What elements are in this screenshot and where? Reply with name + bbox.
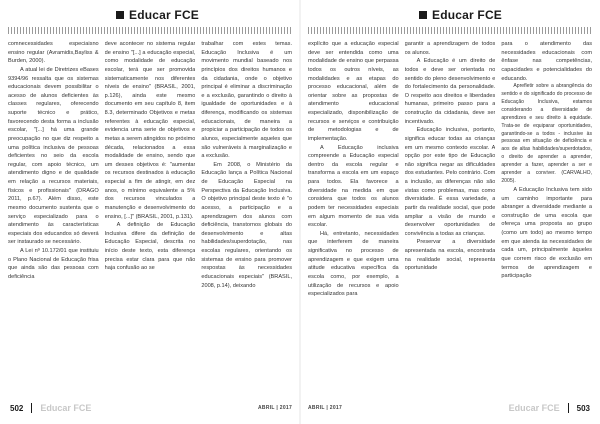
footer-divider bbox=[31, 403, 32, 413]
paragraph: A Educação é um direito de todos e deve ser orientada no sentido do pleno desenvolvimento e do fortalecimento da personalidade. O respeito aos direitos e liberdades humanas, primeiro passo para a construção da cidadania, deve ser incentivado. bbox=[404, 58, 496, 125]
footer-brand: Educar FCE bbox=[508, 403, 560, 413]
square-icon bbox=[419, 11, 427, 19]
page-header bbox=[116, 7, 199, 23]
column-3 bbox=[501, 40, 592, 388]
text-columns bbox=[308, 40, 592, 388]
issue-date: ABRIL | 2017 bbox=[258, 405, 293, 411]
page-number: 503 bbox=[576, 403, 590, 413]
column-2 bbox=[405, 40, 496, 388]
paragraph: comnecessidades especiaisno ensino regular (Avramidis,Bayliss & Burden, 2000). bbox=[8, 41, 99, 65]
text-columns bbox=[8, 40, 292, 388]
hatch-divider bbox=[308, 27, 592, 34]
column-2 bbox=[105, 40, 196, 388]
column-3 bbox=[201, 40, 292, 388]
magazine-title: Educar FCE bbox=[432, 8, 503, 22]
right-page bbox=[300, 0, 600, 424]
paragraph: Em 2008, o Ministério da Educação lança a Política Nacional de Educação Especial na Perspectiva da Educação Inclusiva. O objetivo principal deste texto é "o acesso, a participação e a aprendizagem dos alunos com deficiência, transtornos globais do desenvolvimento e altas habilidades/superdotação, nas escolas regulares, orientando os sistemas de ensino para promover respostas às necessidades educacionais especiais" (BRASIL, 2008, p.14), deixando bbox=[201, 161, 293, 289]
hatch-divider bbox=[8, 27, 292, 34]
paragraph: A Educação inclusiva compreende a Educação especial dentro da escola regular e transforma a escola em um espaço para todos. Ela favorece a diversidade na medida em que considera que todos os alunos podem ter necessidades especiais em algum momento de sua vida escolar. bbox=[308, 144, 399, 229]
footer-divider bbox=[568, 403, 569, 413]
paragraph: para o atendimento das necessidades educacionais com ênfase nas competências, capacidades e potencialidades do educando. bbox=[501, 41, 593, 82]
paragraph: deve acontecer no sistema regular de ensino "[...] a educação especial, como modalidade de educação escolar, terá que ser promovida sistematicamente nos diferentes níveis de ensino" (BRASIL, 2001, p.126), ainda este mesmo documento em seu capítulo 8, item 8.3, determinado Objetivos e metas referentes à educação especial, evidencia uma serie de objetivos e metas a serem atingidos no próximo década, relacionados a essa modalidade de ensino, sendo que um desses objetivos é: "aumentar os recursos destinados à educação especial a fim de atingir, em dez anos, o mínimo equivalente a 5% dos recursos vinculados a manutenção e desenvolvimento do ensino, [...]" (BRASIL, 2001, p.131). bbox=[104, 41, 196, 220]
paragraph: explícito que a educação especial deve ser entendida como uma modalidade de ensino que perpassa todos os outros níveis, as modalidades e as etapas do processo educacional, além de orientar sobre as propostas de atendimento educacional especializado, disponibilização de recursos e serviços e contribuição de metodologias e de implementação. bbox=[308, 41, 399, 142]
paragraph: A Lei nº 10.172/01 que instituiu o Plano Nacional de Educação frisa que ainda são das pessoas com deficiência bbox=[8, 248, 99, 280]
paragraph: A Educação Inclusiva tem sido um caminho importante para abranger a diversidade mediante a construção de uma escola que ofereça uma proposta ao grupo (como um todo) ao mesmo tempo em que atenda às necessidades de cada um, principalmente àqueles que correm risco de exclusão em termos de aprendizagem e participação bbox=[501, 186, 593, 280]
issue-date: ABRIL | 2017 bbox=[308, 405, 343, 411]
paragraph: Há, entretanto, necessidades que interferem de maneira significativa no processo de aprendizagem e que exigem uma atitude educativa específica da escola como, por exemplo, a utilização de recursos e apoio especializados para bbox=[308, 230, 399, 298]
column-1 bbox=[308, 40, 399, 388]
block-quote: Aprefletir sobre a abrangência do sentido e do significado do processo de Educação Inclusiva, estamos considerando a diversidade de aprendizes e seu direito à equidade. Trata-se de equiparar oportunidades, garantindo-se a todos - inclusive às pessoas em situação de deficiência e aos de altas habilidades/superdotados, o direito de aprender a aprender, aprender a fazer, aprender a ser e aprender a conviver. (CARVALHO, 2005). bbox=[501, 83, 593, 184]
square-icon bbox=[116, 11, 124, 19]
paragraph: Preservar a diversidade apresentada na escola, encontrada na realidade social, representa oportunidade bbox=[404, 239, 496, 272]
column-1 bbox=[8, 40, 99, 388]
paragraph: garantir a aprendizagem de todos os alunos. bbox=[404, 41, 496, 56]
paragraph: Educação inclusiva, portanto, significa educar todas as crianças em um mesmo contexto escolar. A opção por este tipo de Educação não significa negar as dificuldades dos estudantes. Pelo contrário. Com a inclusão, as diferenças não são vistas como problemas, mas como diversidade. É essa variedade, a partir da realidade social, que pode ampliar a visão de mundo e desenvolver oportunidades de convivência a todas as crianças. bbox=[404, 127, 496, 237]
magazine-title: Educar FCE bbox=[129, 8, 200, 22]
paragraph: trabalhar com estes temas. Educação Inclusiva é um movimento mundial baseado nos princípios dos direitos humanos e da cidadania, onde o objetivo principal é eliminar a discriminação e a exclusão, garantindo o direito à igualdade de oportunidades e à diferença, modificando os sistemas educacionais, de maneira a propiciar a participação de todos os alunos, especialmente aqueles que são vulneráveis à marginalização e a exclusão. bbox=[201, 41, 293, 160]
page-footer bbox=[10, 402, 91, 414]
paragraph: A atual lei de Diretrizes eBases 9394/96 ressalta que os sistemas educacionais devem possibilitar o acesso de alunos deficientes às classes regulares, oferecendo suporte técnico e prático, favorecendo desta forma a inclusão escolar, "[...] há uma grande preocupação no que diz respeito a uma política inclusiva de pessoas deficientes no seio da escola regular, com apoio técnico, um atendimento digno e de qualidade em relação a recursos materiais, físicos e profissionais" (DRAGO 2011, p.67). Além disso, este mesmo documento sustenta que o serviço especializado para o atendimento às características especiais dos educandos só deverá ser instaurado se necessário. bbox=[8, 66, 99, 246]
page-header bbox=[419, 7, 502, 23]
page-footer bbox=[509, 402, 590, 414]
paragraph: A definição de Educação Inclusiva difere da definição de Educação Especial, descrita no início deste texto, esta diferença precisa estar clara para que não haja confusão ao se bbox=[104, 222, 196, 272]
footer-brand: Educar FCE bbox=[40, 403, 92, 413]
page-number: 502 bbox=[10, 403, 24, 413]
